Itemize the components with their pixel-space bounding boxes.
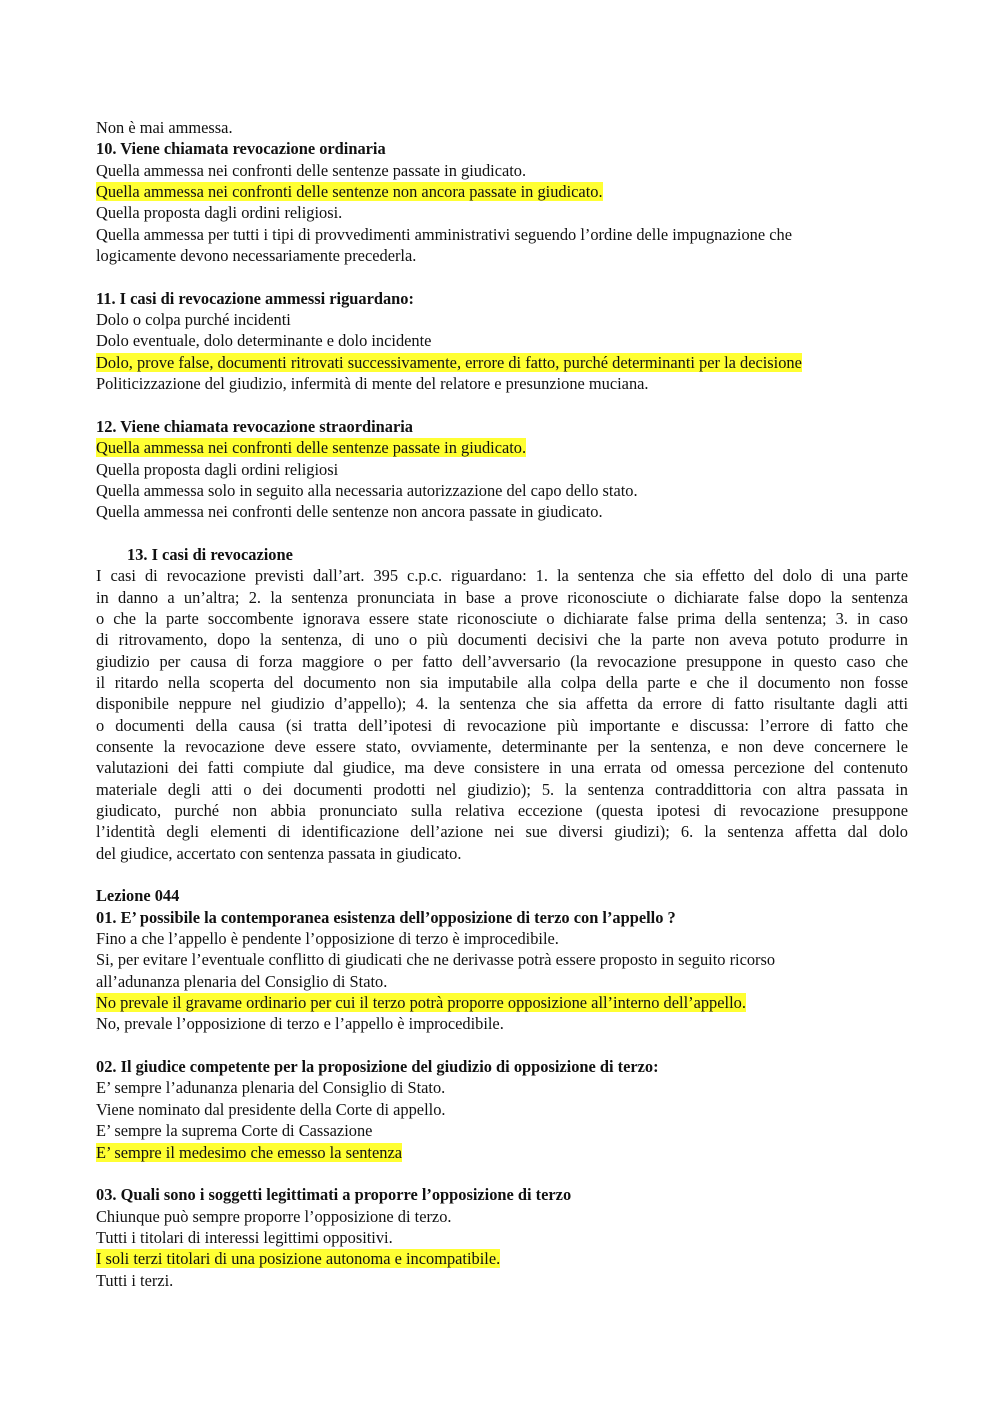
paragraph-line: l’identità degli elementi di identificazione dell’azione nei sue diversi giudizi); 6. la sentenza affetta dal dolo [96,822,908,842]
question-13-answer-paragraph [96,565,908,864]
answer-option: Viene nominato dal presidente della Corte di appello. [96,1099,446,1119]
answer-option: Dolo o colpa purché incidenti [96,310,291,330]
question-11 [96,288,908,395]
paragraph-line: di ritrovamento, dopo la sentenza, di uno o più documenti decisivi che la parte non aveva potuto produrre in [96,630,908,650]
spacer [96,1163,908,1184]
question-13 [96,544,908,864]
question-02 [96,1056,908,1163]
spacer [96,266,908,287]
paragraph-line: materiale degli atti o dei documenti prodotti nel giudizio); 5. la sentenza contraddittoria con altra passata in [96,779,908,799]
paragraph-line: giudicato, purché non abbia pronunciato sulla relativa eccezione (questa ipotesi di revocazione presuppone [96,801,908,820]
intro-line: Non è mai ammessa. [96,118,233,137]
answer-option: E’ sempre la suprema Corte di Cassazione [96,1121,373,1141]
correct-answer-option: E’ sempre il medesimo che emesso la sentenza [96,1142,402,1162]
answer-option: Fino a che l’appello è pendente l’opposizione di terzo è improcedibile. [96,929,559,949]
lesson-title: Lezione 044 [96,886,180,906]
correct-answer-option: Dolo, prove false, documenti ritrovati successivamente, errore di fatto, purché determinanti per la decisione [96,352,802,372]
question-12 [96,416,908,523]
paragraph-line: consente la revocazione deve essere stato, ovviamente, determinante per la sentenza, e non deve concernere le [96,736,908,756]
question-03-title: 03. Quali sono i soggetti legittimati a proporre l’opposizione di terzo [96,1185,572,1205]
question-10 [96,138,908,266]
spacer [96,523,908,544]
answer-option: Quella ammessa per tutti i tipi di provvedimenti amministrativi seguendo l’ordine delle impugnazione che [96,224,792,244]
paragraph-line: o documenti della causa (si tratta dell’ipotesi di revocazione più importante e discussa: l’errore di fatto che [96,715,908,735]
paragraph-line: valutazioni dei fatti compiute dal giudice, ma deve consistere in una errata od omessa percezione del contenuto [96,758,908,778]
question-03 [96,1184,908,1291]
paragraph-line: disponibile neppure nel giudizio d’appello); 4. la sentenza che sia affetta da errore di fatto risultante dagli atti [96,694,908,714]
answer-option-continuation: all’adunanza plenaria del Consiglio di Stato. [96,971,388,991]
question-01-title: 01. E’ possibile la contemporanea esistenza dell’opposizione di terzo con l’appello ? [96,907,676,927]
question-12-title: 12. Viene chiamata revocazione straordinaria [96,416,413,436]
spacer [96,864,908,885]
paragraph-line: I casi di revocazione previsti dall’art. 395 c.p.c. riguardano: 1. la sentenza che sia effetto del dolo di una parte [96,566,908,586]
document-page [96,117,908,1291]
paragraph-line: giudizio per causa di forza maggiore o per fatto dell’avversario (la revocazione presuppone in questo caso che [96,651,908,671]
answer-option: No, prevale l’opposizione di terzo e l’appello è improcedibile. [96,1014,504,1034]
answer-option: Quella proposta dagli ordini religiosi. [96,203,343,223]
answer-option: Quella ammessa nei confronti delle sentenze non ancora passate in giudicato. [96,502,603,522]
answer-option: Dolo eventuale, dolo determinante e dolo incidente [96,331,432,351]
answer-option: E’ sempre l’adunanza plenaria del Consiglio di Stato. [96,1078,446,1098]
paragraph-line: o che la parte soccombente ignorava essere state riconosciute o dichiarate false prima della sentenza; 3. in caso [96,608,908,628]
spacer [96,394,908,415]
answer-option-continuation: logicamente devono necessariamente precederla. [96,246,417,266]
answer-option: Quella ammessa solo in seguito alla necessaria autorizzazione del capo dello stato. [96,480,638,500]
correct-answer-option: Quella ammessa nei confronti delle sentenze non ancora passate in giudicato. [96,182,603,202]
answer-option: Chiunque può sempre proporre l’opposizione di terzo. [96,1206,452,1226]
question-10-title: 10. Viene chiamata revocazione ordinaria [96,139,386,159]
answer-option: Quella proposta dagli ordini religiosi [96,459,339,479]
correct-answer-option: No prevale il gravame ordinario per cui il terzo potrà proporre opposizione all’interno dell’appello. [96,993,746,1013]
answer-option: Tutti i terzi. [96,1270,174,1290]
answer-option: Quella ammessa nei confronti delle sentenze passate in giudicato. [96,160,527,180]
answer-option: Tutti i titolari di interessi legittimi oppositivi. [96,1227,393,1247]
answer-option: Si, per evitare l’eventuale conflitto di giudicati che ne derivasse potrà essere proposto in seguito ricorso [96,950,776,970]
paragraph-line: in danno a un’altra; 2. la sentenza pronunciata in base a prove riconosciute o dichiarate false dopo la sentenza [96,587,908,607]
question-01 [96,907,908,1035]
paragraph-line: del giudice, accertato con sentenza passata in giudicato. [96,843,462,863]
correct-answer-option: Quella ammessa nei confronti delle sentenze passate in giudicato. [96,438,527,458]
question-13-title: 13. I casi di revocazione [127,544,293,564]
paragraph-line: il ritardo nella scoperta del documento non sia imputabile alla colpa della parte e che il documento non fosse [96,672,908,692]
question-02-title: 02. Il giudice competente per la proposizione del giudizio di opposizione di terzo: [96,1057,659,1077]
answer-option: Politicizzazione del giudizio, infermità di mente del relatore e presunzione muciana. [96,374,649,394]
correct-answer-option: I soli terzi titolari di una posizione autonoma e incompatibile. [96,1249,501,1269]
spacer [96,1035,908,1056]
question-11-title: 11. I casi di revocazione ammessi riguardano: [96,288,414,308]
